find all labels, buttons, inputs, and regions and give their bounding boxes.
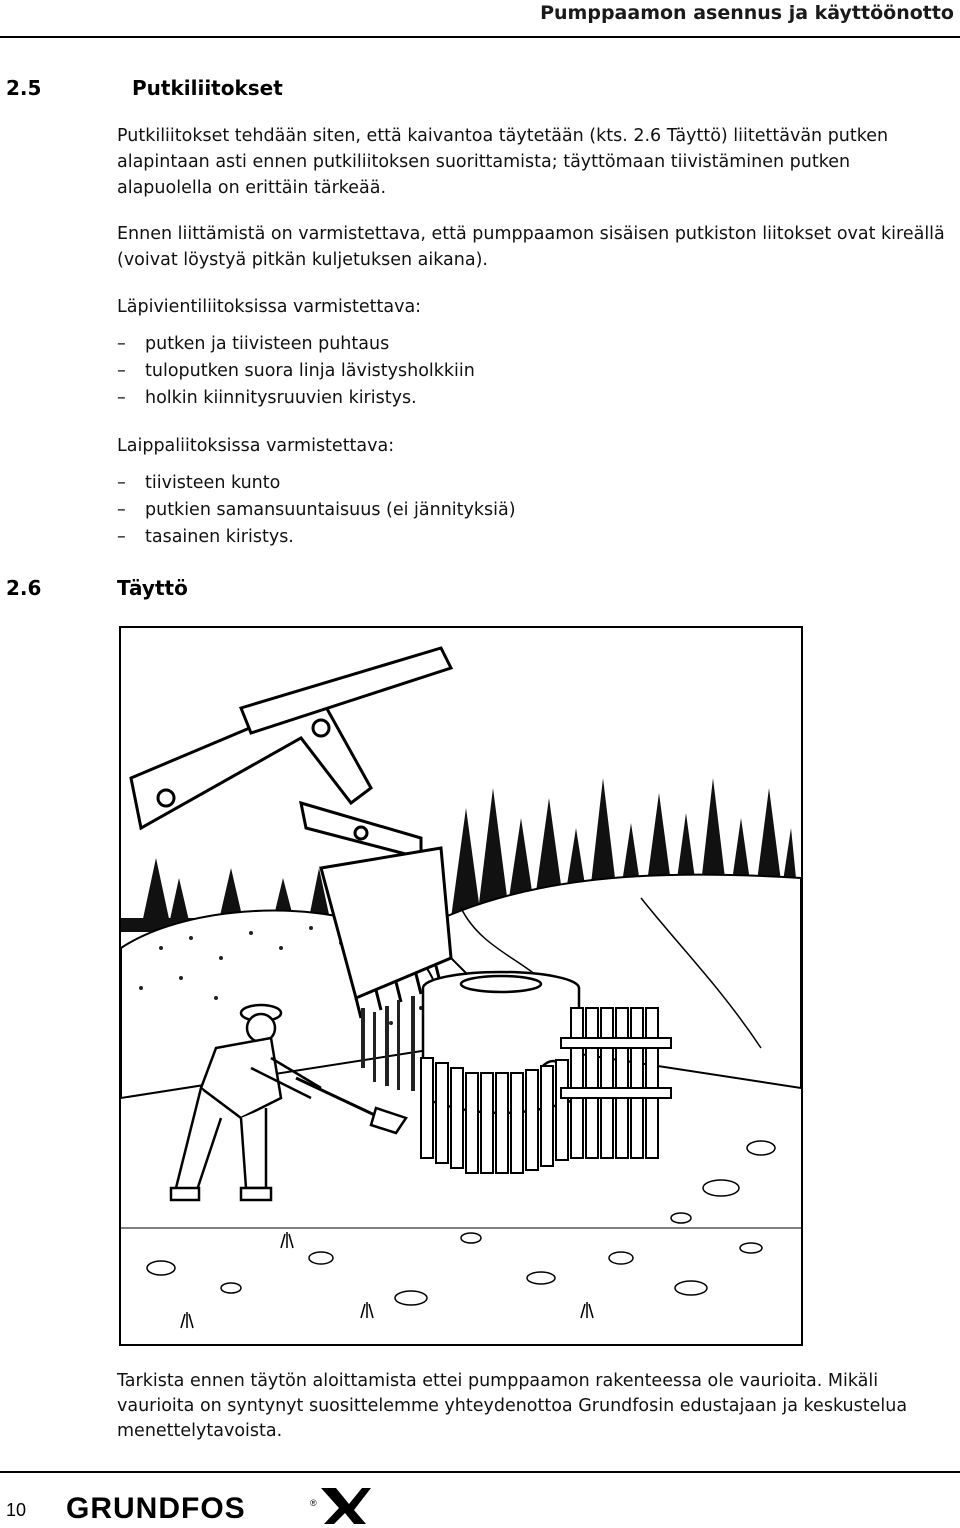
dash-marker: – <box>117 500 126 520</box>
list-item <box>117 331 475 358</box>
list-item-text: tasainen kiristys. <box>145 527 294 547</box>
through-joint-heading: Läpivientiliitoksissa varmistettava: <box>117 297 422 317</box>
paragraph-check-joints: Ennen liittämistä on varmistettava, että pumppaamon sisäisen putkiston liitokset ovat kireällä (voivat löystyä pitkän kuljetuksen aikana). <box>117 224 945 270</box>
paragraph-intro: Putkiliitokset tehdään siten, että kaivantoa täytetään (kts. 2.6 Täyttö) liitettävän putken alapintaan asti ennen putkiliitoksen suorittamista; täyttömaan tiivistäminen putken alapuolella on erittäin tärkeää. <box>117 126 889 198</box>
grundfos-x-symbol-icon <box>321 1488 371 1524</box>
excavator-arm <box>131 648 451 858</box>
running-header: Pumppaamon asennus ja käyttöönotto <box>540 2 954 24</box>
list-item <box>117 470 516 497</box>
section-title-putkiliitokset: Putkiliitokset <box>132 76 283 100</box>
list-item-text: putken ja tiivisteen puhtaus <box>145 334 390 354</box>
grundfos-logo-mark <box>66 1480 376 1524</box>
dash-marker: – <box>117 473 126 493</box>
dash-marker: – <box>117 361 126 381</box>
excavation-scene-drawing <box>121 628 801 1344</box>
footer-rule <box>0 1471 960 1473</box>
list-item-text: tuloputken suora linja lävistysholkkiin <box>145 361 475 381</box>
list-item <box>117 385 475 412</box>
list-item <box>117 358 475 385</box>
list-item <box>117 524 516 551</box>
dash-marker: – <box>117 388 126 408</box>
page-number: 10 <box>6 1500 27 1520</box>
list-item-text: putkien samansuuntaisuus (ei jännityksiä) <box>145 500 516 520</box>
section-number-2-6: 2.6 <box>6 576 42 600</box>
backfill-illustration <box>119 626 803 1346</box>
header-rule <box>0 36 960 38</box>
svg-text:GRUNDFOS: GRUNDFOS <box>66 1492 246 1524</box>
section-number-2-5: 2.5 <box>6 76 42 100</box>
dash-marker: – <box>117 334 126 354</box>
list-item <box>117 497 516 524</box>
dash-marker: – <box>117 527 126 547</box>
through-joint-list <box>117 331 475 412</box>
list-item-text: tiivisteen kunto <box>145 473 281 493</box>
section-title-taytto: Täyttö <box>117 576 188 600</box>
flange-joint-heading: Laippaliitoksissa varmistettava: <box>117 436 395 456</box>
flange-joint-list <box>117 470 516 551</box>
paragraph-backfill: Tarkista ennen täytön aloittamista ettei pumppaamon rakenteessa ole vaurioita. Mikäli vaurioita on syntynyt suosittelemme yhteydenottoa Grundfosin edustajaan ja keskustelua menettelytavoista. <box>117 1371 908 1441</box>
svg-text:®: ® <box>310 1498 317 1508</box>
list-item-text: holkin kiinnitysruuvien kiristys. <box>145 388 417 408</box>
grundfos-logo <box>66 1480 376 1528</box>
